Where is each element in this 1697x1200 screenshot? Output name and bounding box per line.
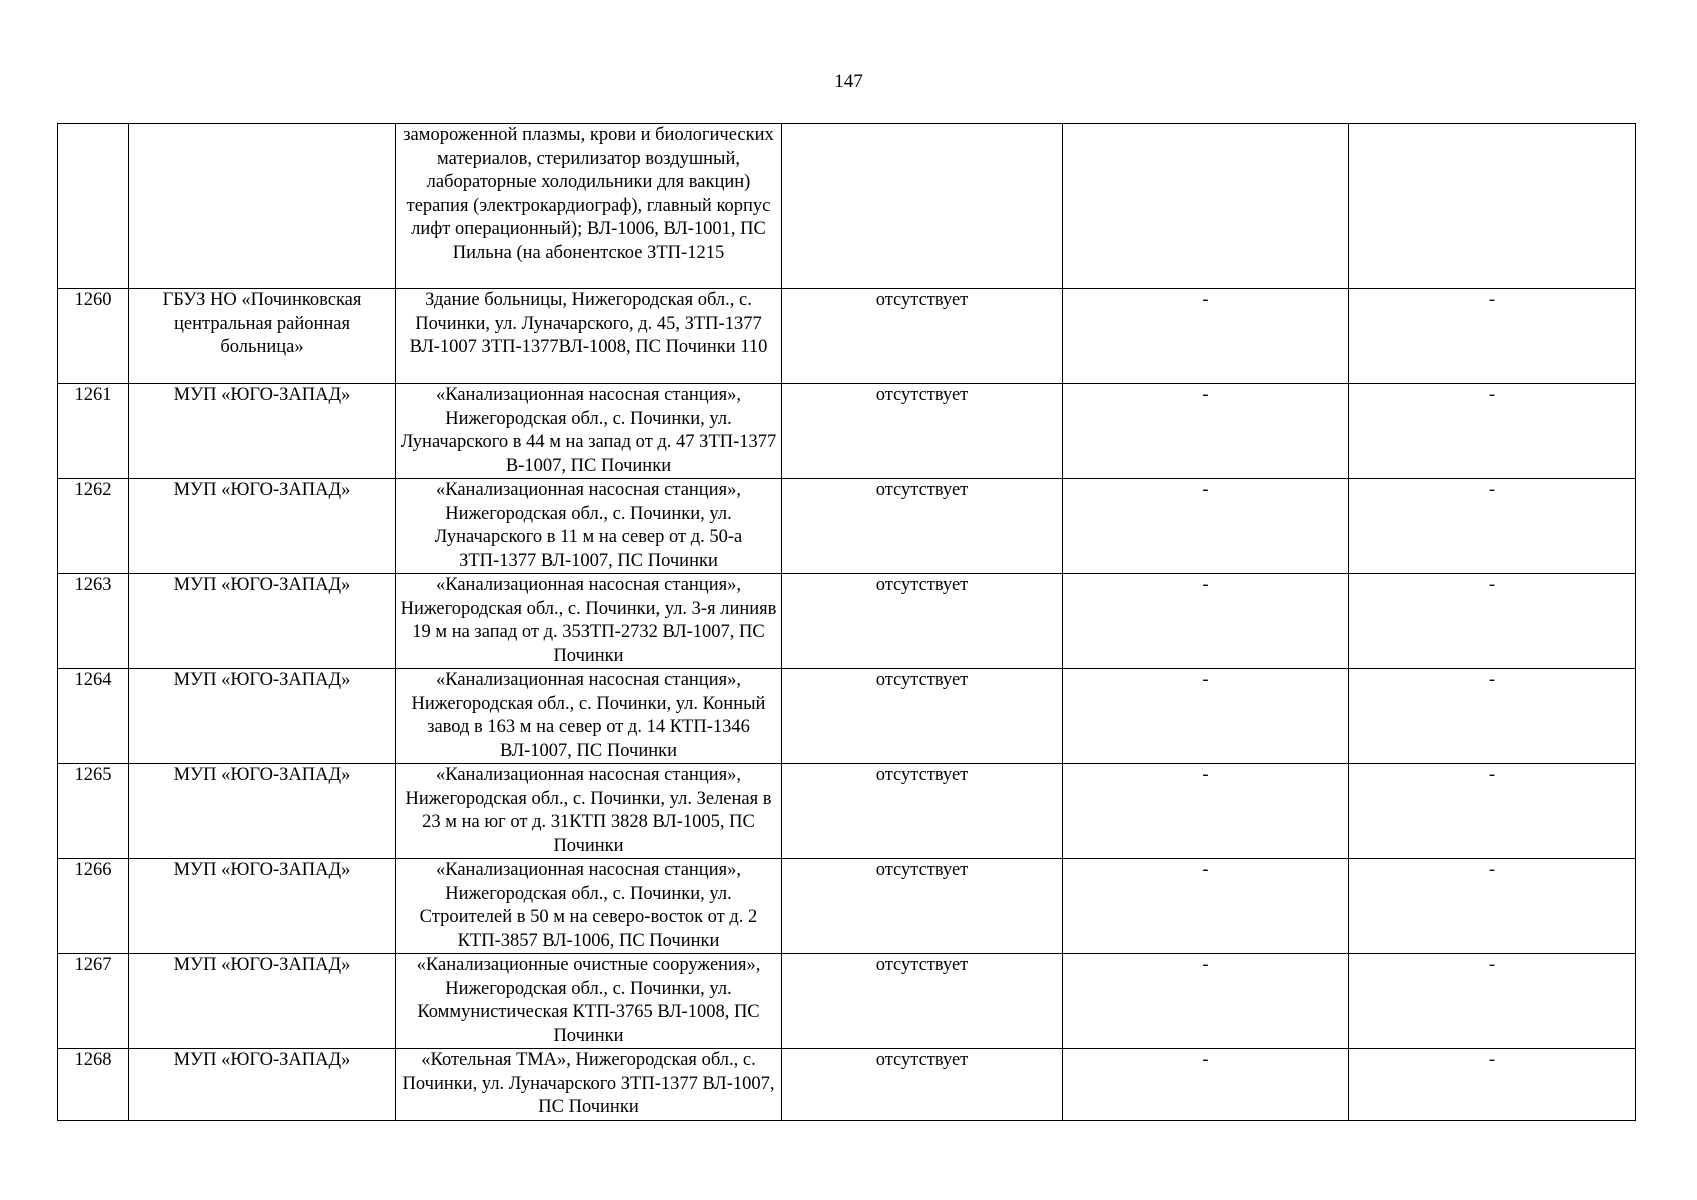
address-cell: «Канализационные очистные сооружения», Нижегородская обл., с. Починки, ул. Коммунистическая КТП-3765 ВЛ-1008, ПС Починки <box>396 954 782 1049</box>
status-cell: отсутствует <box>782 289 1063 384</box>
column5-cell: - <box>1063 574 1349 669</box>
address-cell: замороженной плазмы, крови и биологических материалов, стерилизатор воздушный, лабораторные холодильники для вакцин) терапия (электрокардиограф), главный корпус лифт операционный); ВЛ-1006, ВЛ-1001, ПС Пильна (на абонентское ЗТП-1215 <box>396 124 782 289</box>
organization-cell: ГБУЗ НО «Починковская центральная районная больница» <box>129 289 396 384</box>
status-cell: отсутствует <box>782 1049 1063 1121</box>
address-cell: «Канализационная насосная станция», Нижегородская обл., с. Починки, ул. Зеленая в 23 м на юг от д. 31КТП 3828 ВЛ-1005, ПС Починки <box>396 764 782 859</box>
column6-cell: - <box>1349 574 1636 669</box>
column6-cell: - <box>1349 1049 1636 1121</box>
table-row <box>58 954 1636 1049</box>
table-row <box>58 384 1636 479</box>
row-number-cell: 1266 <box>58 859 129 954</box>
row-number-cell: 1263 <box>58 574 129 669</box>
row-number-cell <box>58 124 129 289</box>
column6-cell: - <box>1349 669 1636 764</box>
address-cell: Здание больницы, Нижегородская обл., с. Починки, ул. Луначарского, д. 45, ЗТП-1377 ВЛ-1007 ЗТП-1377ВЛ-1008, ПС Починки 110 <box>396 289 782 384</box>
column5-cell: - <box>1063 669 1349 764</box>
row-number-cell: 1262 <box>58 479 129 574</box>
row-number-cell: 1264 <box>58 669 129 764</box>
page-number: 147 <box>834 71 863 92</box>
column5-cell: - <box>1063 954 1349 1049</box>
column6-cell: - <box>1349 764 1636 859</box>
row-number-cell: 1267 <box>58 954 129 1049</box>
address-cell: «Канализационная насосная станция», Нижегородская обл., с. Починки, ул. Луначарского в 44 м на запад от д. 47 ЗТП-1377 В-1007, ПС Починки <box>396 384 782 479</box>
column5-cell: - <box>1063 859 1349 954</box>
organization-cell: МУП «ЮГО-ЗАПАД» <box>129 1049 396 1121</box>
row-number-cell: 1265 <box>58 764 129 859</box>
column6-cell: - <box>1349 859 1636 954</box>
table-row <box>58 764 1636 859</box>
column6-cell <box>1349 124 1636 289</box>
organization-cell: МУП «ЮГО-ЗАПАД» <box>129 479 396 574</box>
organization-cell: МУП «ЮГО-ЗАПАД» <box>129 669 396 764</box>
table-row <box>58 1049 1636 1121</box>
status-cell: отсутствует <box>782 384 1063 479</box>
address-cell: «Канализационная насосная станция», Нижегородская обл., с. Починки, ул. Луначарского в 11 м на север от д. 50-а ЗТП-1377 ВЛ-1007, ПС Починки <box>396 479 782 574</box>
row-number-cell: 1260 <box>58 289 129 384</box>
column5-cell: - <box>1063 384 1349 479</box>
organization-cell: МУП «ЮГО-ЗАПАД» <box>129 954 396 1049</box>
status-cell: отсутствует <box>782 954 1063 1049</box>
status-cell: отсутствует <box>782 574 1063 669</box>
status-cell: отсутствует <box>782 669 1063 764</box>
table-row <box>58 859 1636 954</box>
organization-cell: МУП «ЮГО-ЗАПАД» <box>129 859 396 954</box>
column6-cell: - <box>1349 479 1636 574</box>
address-cell: «Канализационная насосная станция», Нижегородская обл., с. Починки, ул. Строителей в 50 м на северо-восток от д. 2 КТП-3857 ВЛ-1006, ПС Починки <box>396 859 782 954</box>
status-cell: отсутствует <box>782 859 1063 954</box>
column6-cell: - <box>1349 954 1636 1049</box>
status-cell: отсутствует <box>782 764 1063 859</box>
address-cell: «Канализационная насосная станция», Нижегородская обл., с. Починки, ул. Конный завод в 163 м на север от д. 14 КТП-1346 ВЛ-1007, ПС Починки <box>396 669 782 764</box>
table-row <box>58 289 1636 384</box>
table-row <box>58 669 1636 764</box>
column5-cell: - <box>1063 1049 1349 1121</box>
status-cell: отсутствует <box>782 479 1063 574</box>
table-row <box>58 574 1636 669</box>
organization-cell <box>129 124 396 289</box>
address-cell: «Канализационная насосная станция», Нижегородская обл., с. Починки, ул. 3-я линияв 19 м на запад от д. 35ЗТП-2732 ВЛ-1007, ПС Починки <box>396 574 782 669</box>
column5-cell: - <box>1063 289 1349 384</box>
column6-cell: - <box>1349 289 1636 384</box>
column5-cell: - <box>1063 479 1349 574</box>
column5-cell <box>1063 124 1349 289</box>
table-row <box>58 479 1636 574</box>
status-cell <box>782 124 1063 289</box>
column6-cell: - <box>1349 384 1636 479</box>
column5-cell: - <box>1063 764 1349 859</box>
organization-cell: МУП «ЮГО-ЗАПАД» <box>129 384 396 479</box>
table-row <box>58 124 1636 289</box>
address-cell: «Котельная ТМА», Нижегородская обл., с. Починки, ул. Луначарского ЗТП-1377 ВЛ-1007, ПС Починки <box>396 1049 782 1121</box>
document-table <box>57 123 1636 1121</box>
row-number-cell: 1261 <box>58 384 129 479</box>
organization-cell: МУП «ЮГО-ЗАПАД» <box>129 574 396 669</box>
organization-cell: МУП «ЮГО-ЗАПАД» <box>129 764 396 859</box>
row-number-cell: 1268 <box>58 1049 129 1121</box>
